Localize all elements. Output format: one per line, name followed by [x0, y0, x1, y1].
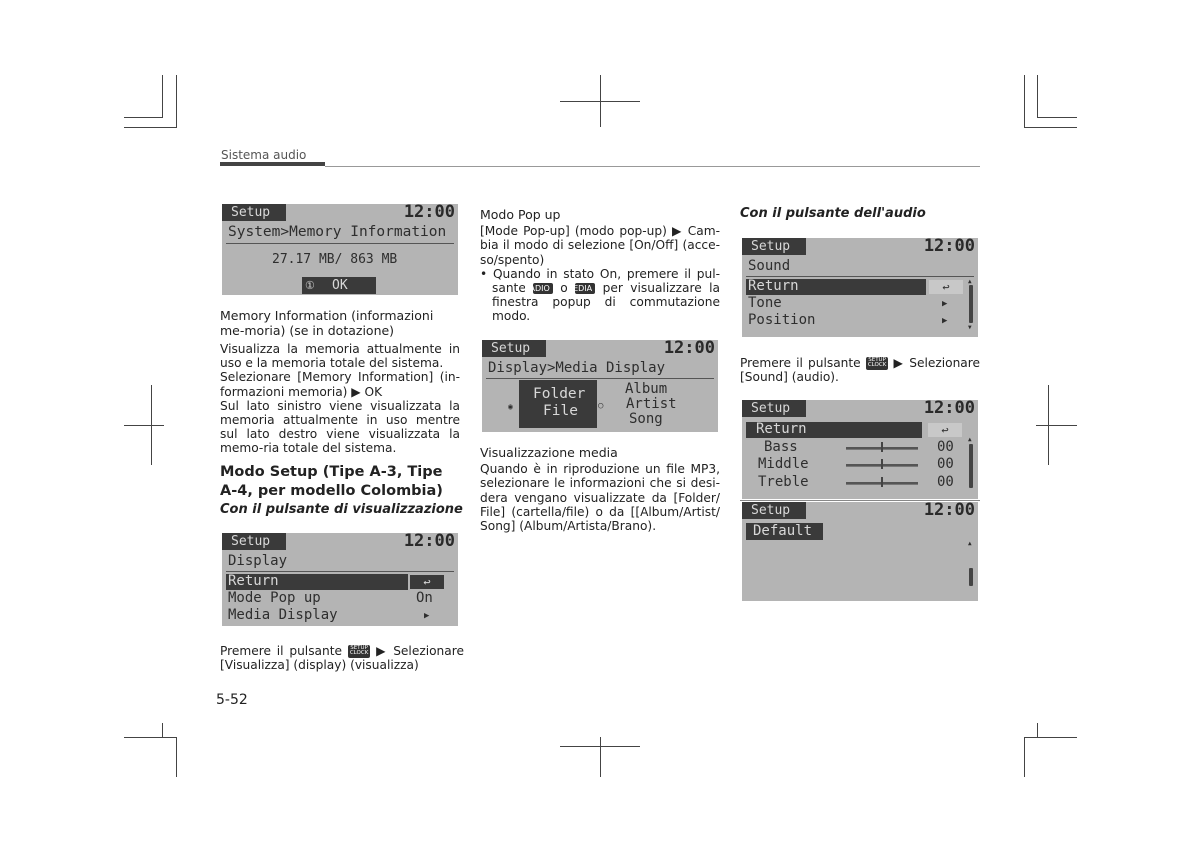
screen-display	[222, 533, 458, 626]
tone-label-middle: Middle	[758, 456, 809, 472]
clock-time: 12:00	[923, 400, 975, 418]
scroll-up-icon[interactable]: ▲	[968, 540, 972, 547]
setup-clock-key-icon: SETUP CLOCK	[867, 356, 887, 368]
setup-clock-key-icon: SETUP CLOCK	[349, 644, 369, 656]
option-folder-file[interactable]: Folder File	[519, 380, 597, 428]
treble-value: 00	[937, 474, 954, 490]
ok-label: OK	[332, 278, 348, 293]
header-bar	[220, 162, 325, 166]
bass-value: 00	[937, 439, 954, 455]
tone-label-treble: Treble	[758, 474, 809, 490]
ok-number: ①	[305, 279, 315, 292]
screen-sound	[742, 238, 978, 337]
popup-bullet-text: • Quando in stato On, premere il pul-sante	[480, 266, 720, 296]
return-icon[interactable]: ↩	[410, 575, 444, 589]
screen-path: System>Memory Information	[228, 224, 447, 240]
tab-setup: Setup	[231, 205, 271, 220]
display-button-subtitle: Con il pulsante di visualizzazione	[220, 502, 463, 517]
middle-value: 00	[937, 456, 954, 472]
clock-time: 12:00	[923, 502, 975, 520]
scroll-down-icon[interactable]: ▼	[968, 324, 972, 331]
mode-pop-up-value: On	[416, 590, 433, 606]
screen-memory-information	[222, 204, 458, 295]
menu-item-return[interactable]: Return	[746, 279, 926, 295]
media-display-desc: Quando è in riproduzione un file MP3, selezionare le informazioni che si desi-dera vengano visualizzate da [Folder/ File] (cartella/file) o da [[Album/Artist/ Song] (Album/Artista/Brano).	[480, 462, 720, 534]
setup-mode-title: Modo Setup (Tipe A-3, Tipe A-4, per modello Colombia)	[220, 464, 443, 499]
media-key-icon: MEDIA	[575, 283, 595, 294]
menu-item-return[interactable]: Return	[746, 422, 922, 438]
audio-button-subtitle: Con il pulsante dell'audio	[740, 206, 926, 221]
menu-item-media-display[interactable]: Media Display	[228, 607, 338, 623]
press-button-text: Premere il pulsante	[740, 356, 861, 370]
screen-title: Sound	[748, 258, 791, 274]
memory-info-step: Selezionare [Memory Information] (in-formazioni memoria) ▶ OK	[220, 370, 460, 399]
tab-setup: Setup	[751, 503, 791, 518]
menu-item-position[interactable]: Position	[748, 312, 816, 328]
select-sound-text: ▶ Selezionare [Sound] (audio).	[740, 356, 981, 385]
clock-time: 12:00	[403, 204, 455, 222]
treble-slider-thumb[interactable]	[881, 477, 883, 487]
tab-setup: Setup	[491, 341, 531, 356]
memory-info-note: Sul lato sinistro viene visualizzata la memoria attualmente in uso mentre sul lato destro viene visualizzata la memo-ria totale del sistema.	[220, 398, 460, 456]
default-button[interactable]: Default	[746, 523, 823, 540]
scroll-up-icon[interactable]: ▲	[968, 278, 972, 285]
bass-slider-thumb[interactable]	[881, 442, 883, 452]
radio-key-icon: RADIO	[533, 283, 553, 294]
clock-time: 12:00	[923, 238, 975, 256]
menu-item-mode-pop-up[interactable]: Mode Pop up	[228, 590, 321, 606]
middle-slider-thumb[interactable]	[881, 459, 883, 469]
radio-unselected-icon[interactable]: ○	[598, 401, 604, 411]
header-rule	[325, 166, 980, 167]
menu-item-tone[interactable]: Tone	[748, 295, 782, 311]
memory-value: 27.17 MB/ 863 MB	[272, 252, 398, 267]
chevron-right-icon: ▶	[942, 316, 948, 326]
return-icon[interactable]: ↩	[928, 423, 962, 437]
tab-setup: Setup	[231, 534, 271, 549]
scrollbar[interactable]	[969, 568, 973, 586]
memory-info-desc: Visualizza la memoria attualmente in uso e la memoria totale del sistema.	[220, 342, 460, 371]
return-icon[interactable]: ↩	[929, 280, 963, 294]
memory-info-title: Memory Information (informazioni me-moria) (se in dotazione)	[220, 308, 434, 338]
section-title: Sistema audio	[221, 148, 307, 162]
menu-item-return[interactable]: Return	[226, 574, 408, 590]
select-display-text: ▶ Selezionare [Visualizza] (display) (visualizza)	[220, 644, 464, 673]
clock-time: 12:00	[403, 533, 455, 551]
press-button-text: Premere il pulsante	[220, 644, 343, 658]
media-display-title: Visualizzazione media	[480, 445, 618, 460]
popup-mode-desc: [Mode Pop-up] (modo pop-up) ▶ Cam-bia il modo di selezione [On/Off] (acce-so/spento)	[480, 224, 720, 267]
tab-setup: Setup	[751, 239, 791, 254]
screen-default	[742, 502, 978, 601]
tone-label-bass: Bass	[764, 439, 798, 455]
page-number: 5-52	[216, 692, 248, 708]
radio-selected-icon[interactable]: ◉	[508, 402, 513, 411]
popup-mode-title: Modo Pop up	[480, 207, 561, 222]
scroll-up-icon[interactable]: ▲	[968, 436, 972, 443]
clock-time: 12:00	[663, 340, 715, 358]
tab-setup: Setup	[751, 401, 791, 416]
chevron-right-icon: ▶	[424, 611, 430, 621]
screen-media-display: Setup 12:00 Display>Media Display ◉ Folder File ○ Album Artist Song	[482, 340, 718, 432]
chevron-right-icon: ▶	[942, 299, 948, 309]
scrollbar[interactable]	[969, 285, 973, 323]
screen-path: Display>Media Display	[488, 360, 666, 376]
screen-title: Display	[228, 553, 288, 569]
screen-separator	[740, 500, 980, 501]
scrollbar[interactable]	[969, 444, 973, 488]
ok-button[interactable]	[302, 277, 376, 294]
screen-tone	[742, 400, 978, 499]
